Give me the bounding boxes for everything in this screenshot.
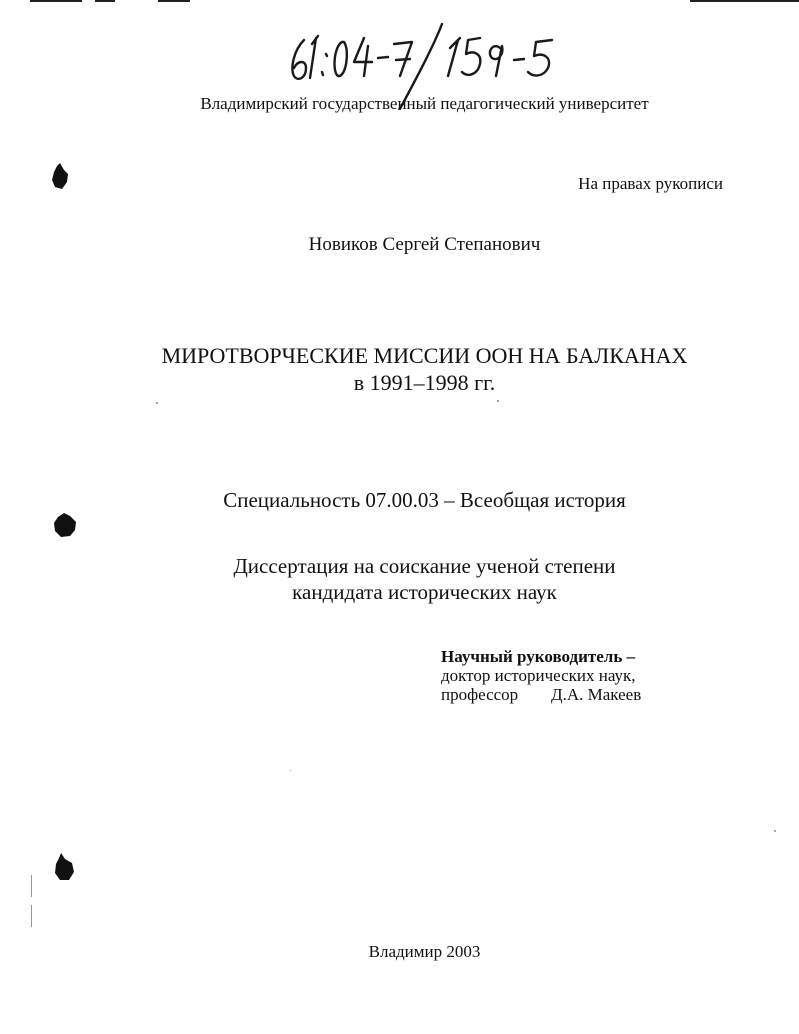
scan-speck [156,402,158,404]
scan-edge-mark [690,0,799,2]
city-year: Владимир 2003 [368,942,481,961]
specialty-line: Специальность 07.00.03 – Всеобщая история [223,488,626,512]
supervisor-name: Д.А. Макеев [551,685,642,704]
scan-edge-mark [31,905,32,927]
scan-edge-mark [95,0,115,2]
degree-statement-line2: кандидата исторических наук [292,580,557,604]
punch-hole-mark [52,852,76,882]
rights-notice: На правах рукописи [578,174,723,193]
scan-edge-mark [30,0,82,2]
dissertation-title-line2: в 1991–1998 гг. [353,370,496,395]
supervisor-heading: Научный руководитель – [441,647,636,666]
dissertation-title-line1: МИРОТВОРЧЕСКИЕ МИССИИ ООН НА БАЛКАНАХ [161,343,688,368]
scan-speck [497,400,499,402]
degree-statement-line1: Диссертация на соискание ученой степени [233,554,616,578]
scan-speck [774,830,776,832]
author-name: Новиков Сергей Степанович [308,234,541,255]
scan-edge-mark [31,875,32,897]
supervisor-degree: доктор исторических наук, [441,666,636,685]
supervisor-rank: профессор [441,685,519,704]
punch-hole-mark [50,162,70,190]
university-name: Владимирский государственный педагогический университет [200,94,649,113]
scan-edge-mark [158,0,190,2]
punch-hole-mark [52,512,78,538]
scan-speck [290,770,291,771]
